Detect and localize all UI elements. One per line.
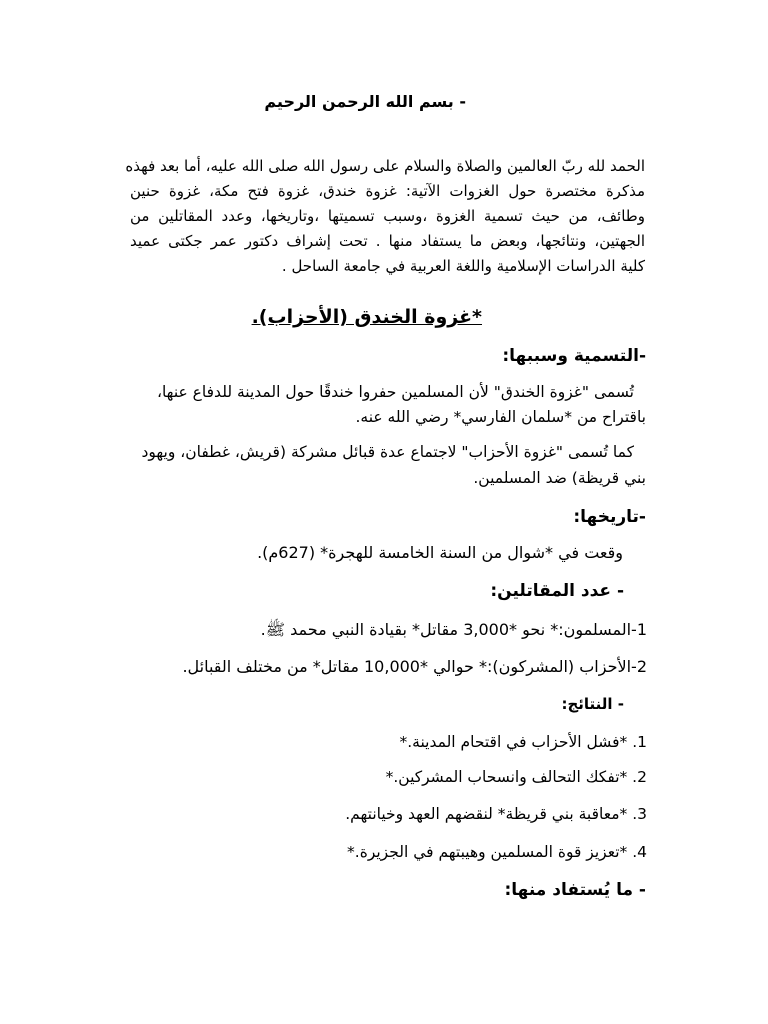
basmala-heading: - بسم الله الرحمن الرحيم: [264, 92, 466, 111]
results-heading: - النتائج:: [561, 695, 624, 713]
intro-line-3: وطائف، من حيث تسمية الغزوة ،وسبب تسميتها ،وتاريخها، وعدد المقاتلين من: [130, 207, 645, 225]
intro-line-4: الجهتين، ونتائجها، وبعض ما يستفاد منها . تحت إشراف دكتور عمر جكتى عميد: [130, 232, 645, 250]
date-heading: -تاريخها:: [573, 507, 646, 527]
naming-p2-line-2: بني قريظة) ضد المسلمين.: [473, 469, 646, 487]
date-text: وقعت في *شوال من السنة الخامسة للهجرة* (627م).: [257, 543, 623, 562]
intro-line-2: مذكرة مختصرة حول الغزوات الآتية: غزوة خندق، غزوة فتح مكة، غزوة حنين: [130, 182, 645, 200]
intro-line-1: الحمد لله ربّ العالمين والصلاة والسلام على رسول الله صلى الله عليه، أما بعد فهذه: [125, 157, 645, 175]
page-title: *غزوة الخندق (الأحزاب).: [251, 306, 482, 328]
fighters-confederates: 2-الأحزاب (المشركون):* حوالي *10,000 مقاتل* من مختلف القبائل.: [182, 657, 647, 676]
naming-p1-line-2: باقتراح من *سلمان الفارسي* رضي الله عنه.: [355, 408, 646, 426]
fighters-muslims: 1-المسلمون:* نحو *3,000 مقاتل* بقيادة النبي محمد ﷺ.: [260, 620, 647, 639]
intro-line-5: كلية الدراسات الإسلامية واللغة العربية في جامعة الساحل .: [281, 257, 645, 275]
result-item-4: 4. *تعزيز قوة المسلمين وهيبتهم في الجزيرة.*: [347, 843, 647, 861]
fighters-heading: - عدد المقاتلين:: [490, 581, 624, 601]
result-item-2: 2. *تفكك التحالف وانسحاب المشركين.*: [385, 768, 647, 786]
naming-p1-line-1: تُسمى "غزوة الخندق" لأن المسلمين حفروا خندقًا حول المدينة للدفاع عنها،: [156, 383, 634, 401]
result-item-3: 3. *معاقبة بني قريظة* لنقضهم العهد وخيانتهم.: [345, 805, 647, 823]
lessons-heading: - ما يُستفاد منها:: [504, 880, 646, 900]
naming-p2-line-1: كما تُسمى "غزوة الأحزاب" لاجتماع عدة قبائل مشركة (قريش، غطفان، ويهود: [141, 443, 634, 461]
naming-heading: -التسمية وسببها:: [502, 346, 646, 366]
result-item-1: 1. *فشل الأحزاب في اقتحام المدينة.*: [399, 733, 647, 751]
